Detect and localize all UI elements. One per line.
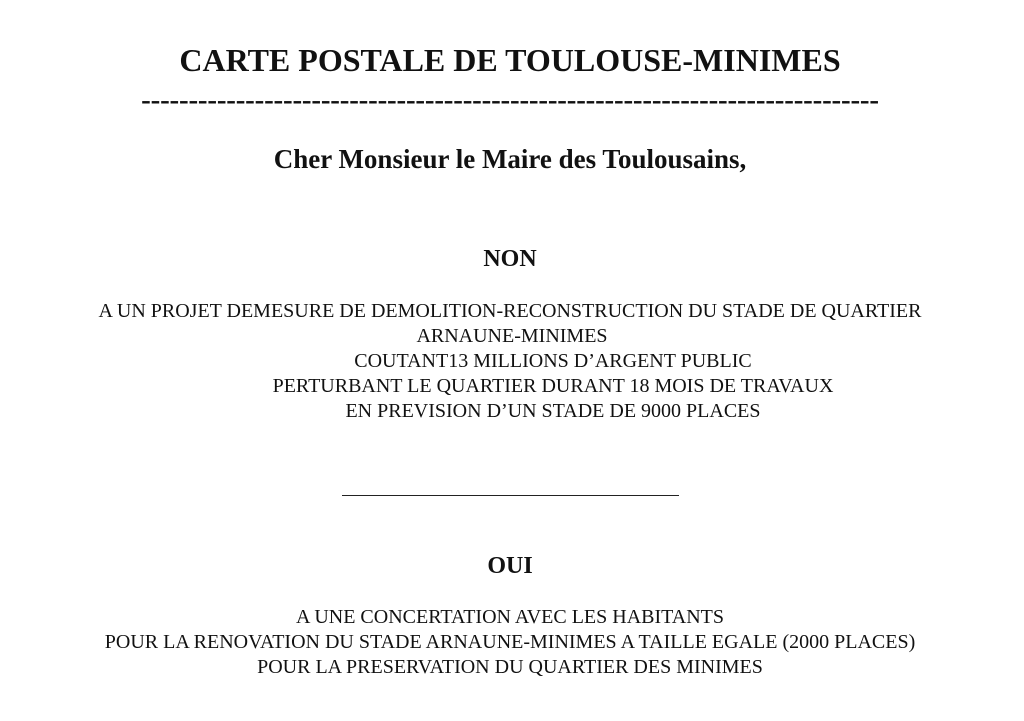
non-line-2: ARNAUNE-MINIMES — [416, 325, 608, 347]
dashed-separator: ------------------------------------------------------------------------------ — [141, 84, 879, 116]
non-line-1: A UN PROJET DEMESURE DE DEMOLITION-RECONSTRUCTION DU STADE DE QUARTIER — [98, 300, 922, 322]
oui-line-1: A UNE CONCERTATION AVEC LES HABITANTS — [295, 606, 725, 628]
non-line-3: COUTANT13 MILLIONS D’ARGENT PUBLIC — [354, 350, 752, 372]
salutation: Cher Monsieur le Maire des Toulousains, — [273, 144, 747, 174]
signature-line — [342, 495, 679, 496]
oui-line-3: POUR LA PRESERVATION DU QUARTIER DES MINIMES — [257, 656, 763, 678]
oui-line-2: POUR LA RENOVATION DU STADE ARNAUNE-MINIMES A TAILLE EGALE (2000 PLACES) — [104, 631, 916, 653]
non-heading: NON — [483, 246, 537, 272]
document-title: CARTE POSTALE DE TOULOUSE-MINIMES — [179, 42, 841, 78]
non-line-5: EN PREVISION D’UN STADE DE 9000 PLACES — [345, 400, 761, 422]
oui-heading: OUI — [487, 553, 533, 579]
non-line-4: PERTURBANT LE QUARTIER DURANT 18 MOIS DE TRAVAUX — [272, 375, 834, 397]
